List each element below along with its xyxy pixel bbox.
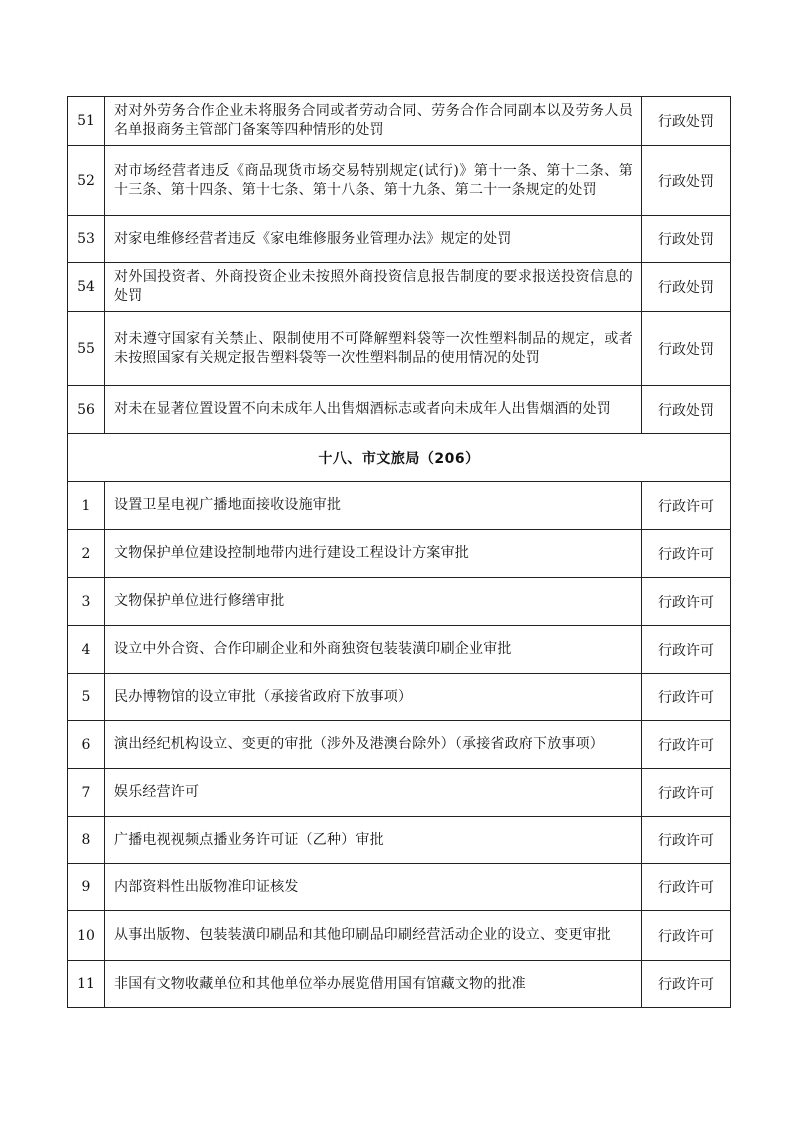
table-row xyxy=(68,146,731,216)
item-name: 设立中外合资、合作印刷企业和外商独资包装装潢印刷企业审批 xyxy=(105,626,642,674)
table-row xyxy=(68,216,731,263)
table-row xyxy=(68,482,731,530)
row-number: 4 xyxy=(68,626,105,674)
row-number: 55 xyxy=(68,312,105,386)
item-type: 行政处罚 xyxy=(642,216,731,263)
item-type: 行政处罚 xyxy=(642,97,731,146)
item-type: 行政许可 xyxy=(642,482,731,530)
table-row xyxy=(68,97,731,146)
item-type: 行政许可 xyxy=(642,769,731,817)
table-row xyxy=(68,263,731,312)
item-name: 内部资料性出版物准印证核发 xyxy=(105,864,642,911)
table-row xyxy=(68,626,731,674)
row-number: 52 xyxy=(68,146,105,216)
item-type: 行政处罚 xyxy=(642,312,731,386)
item-name: 对市场经营者违反《商品现货市场交易特别规定(试行)》第十一条、第十二条、第十三条、第十四条、第十七条、第十八条、第十九条、第二十一条规定的处罚 xyxy=(105,146,642,216)
row-number: 7 xyxy=(68,769,105,817)
item-name: 广播电视视频点播业务许可证（乙种）审批 xyxy=(105,817,642,864)
table-row xyxy=(68,961,731,1008)
item-name: 文物保护单位进行修缮审批 xyxy=(105,578,642,626)
item-name: 对未在显著位置设置不向未成年人出售烟酒标志或者向未成年人出售烟酒的处罚 xyxy=(105,386,642,434)
item-name: 娱乐经营许可 xyxy=(105,769,642,817)
item-name: 对对外劳务合作企业未将服务合同或者劳动合同、劳务合作合同副本以及劳务人员名单报商务主管部门备案等四种情形的处罚 xyxy=(105,97,642,146)
item-type: 行政许可 xyxy=(642,626,731,674)
item-type: 行政处罚 xyxy=(642,386,731,434)
item-name: 设置卫星电视广播地面接收设施审批 xyxy=(105,482,642,530)
item-type: 行政处罚 xyxy=(642,146,731,216)
row-number: 53 xyxy=(68,216,105,263)
item-type: 行政许可 xyxy=(642,961,731,1008)
table-row xyxy=(68,911,731,961)
item-type: 行政许可 xyxy=(642,721,731,769)
row-number: 1 xyxy=(68,482,105,530)
table-row xyxy=(68,817,731,864)
table-row xyxy=(68,578,731,626)
row-number: 51 xyxy=(68,97,105,146)
item-name: 对未遵守国家有关禁止、限制使用不可降解塑料袋等一次性塑料制品的规定，或者未按照国家有关规定报告塑料袋等一次性塑料制品的使用情况的处罚 xyxy=(105,312,642,386)
item-name: 从事出版物、包装装潢印刷品和其他印刷品印刷经营活动企业的设立、变更审批 xyxy=(105,911,642,961)
row-number: 11 xyxy=(68,961,105,1008)
item-name: 文物保护单位建设控制地带内进行建设工程设计方案审批 xyxy=(105,530,642,578)
item-type: 行政许可 xyxy=(642,674,731,721)
row-number: 54 xyxy=(68,263,105,312)
item-name: 演出经纪机构设立、变更的审批（涉外及港澳台除外）（承接省政府下放事项） xyxy=(105,721,642,769)
section-header-row xyxy=(68,434,731,482)
item-type: 行政许可 xyxy=(642,578,731,626)
row-number: 2 xyxy=(68,530,105,578)
power-list-table xyxy=(67,96,731,1008)
table-row xyxy=(68,386,731,434)
table-row xyxy=(68,721,731,769)
item-type: 行政许可 xyxy=(642,864,731,911)
item-type: 行政处罚 xyxy=(642,263,731,312)
item-name: 对家电维修经营者违反《家电维修服务业管理办法》规定的处罚 xyxy=(105,216,642,263)
item-type: 行政许可 xyxy=(642,817,731,864)
row-number: 8 xyxy=(68,817,105,864)
table-row xyxy=(68,864,731,911)
row-number: 6 xyxy=(68,721,105,769)
row-number: 10 xyxy=(68,911,105,961)
table-row xyxy=(68,530,731,578)
row-number: 56 xyxy=(68,386,105,434)
item-name: 民办博物馆的设立审批（承接省政府下放事项） xyxy=(105,674,642,721)
table-row xyxy=(68,674,731,721)
item-type: 行政许可 xyxy=(642,530,731,578)
row-number: 9 xyxy=(68,864,105,911)
row-number: 5 xyxy=(68,674,105,721)
item-type: 行政许可 xyxy=(642,911,731,961)
table-row xyxy=(68,769,731,817)
section-title: 十八、市文旅局（206） xyxy=(68,434,731,482)
item-name: 对外国投资者、外商投资企业未按照外商投资信息报告制度的要求报送投资信息的处罚 xyxy=(105,263,642,312)
table-row xyxy=(68,312,731,386)
item-name: 非国有文物收藏单位和其他单位举办展览借用国有馆藏文物的批准 xyxy=(105,961,642,1008)
row-number: 3 xyxy=(68,578,105,626)
